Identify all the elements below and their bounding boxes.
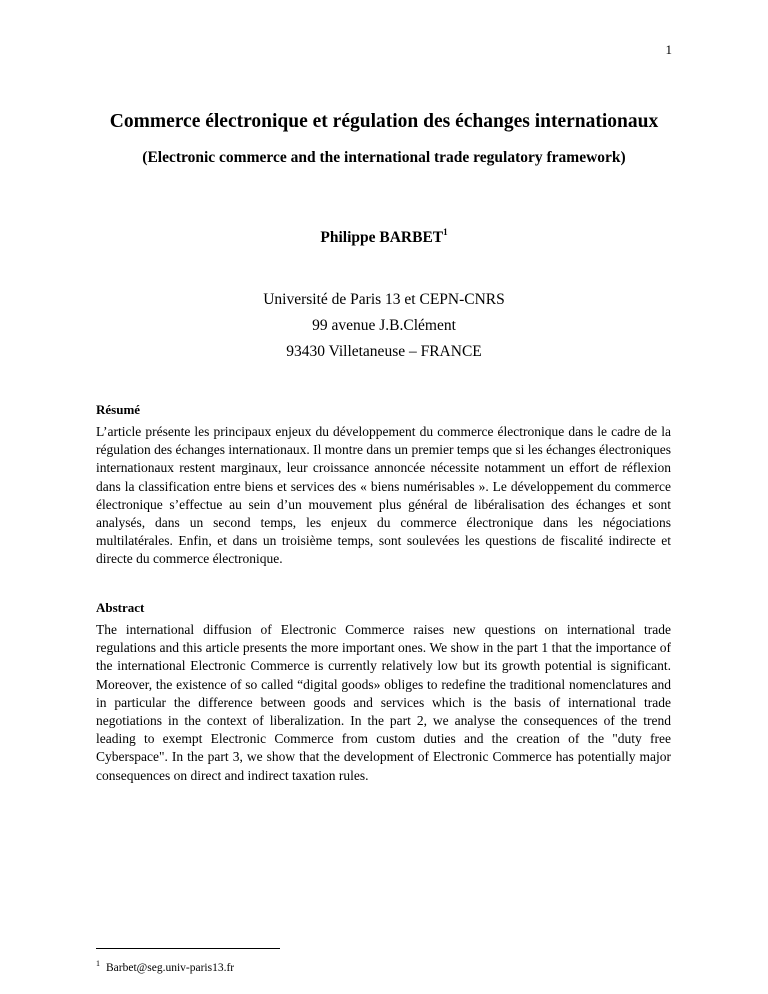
abstract-text: The international diffusion of Electronic Commerce raises new questions on international trade regulations and this article presents the more important ones. We show in the part 1 that the importance of the international Electronic Commerce is currently relatively low but its growth potential is significant. Moreover, the existence of so called “digital goods» obliges to redefine the traditional nomenclatures and in particular the difference between goods and services which is the basis of international trade negotiations in the context of liberalization. In the part 2, we analyse the consequences of the trend leading to exempt Electronic Commerce from custom duties and the creation of the "duty free Cyberspace". In the part 3, we show that the development of Electronic Commerce has potentially major consequences on direct and indirect taxation rules. (96, 622, 671, 783)
footnote (96, 959, 235, 974)
author (0, 229, 768, 247)
footnote-email: Barbet@seg.univ-paris13.fr (106, 962, 235, 974)
resume-heading: Résumé (96, 402, 141, 417)
paper-title: Commerce électronique et régulation des échanges internationaux (109, 111, 659, 132)
page-number: 1 (665, 42, 672, 57)
abstract-heading: Abstract (96, 600, 145, 615)
affiliation-institution: Université de Paris 13 et CEPN-CNRS (263, 291, 505, 308)
footnote-divider (96, 948, 280, 949)
affiliation-city: 93430 Villetaneuse – FRANCE (286, 343, 482, 360)
affiliation (0, 287, 768, 365)
affiliation-street: 99 avenue J.B.Clément (312, 317, 456, 334)
author-footnote-marker: 1 (443, 227, 448, 237)
paper-subtitle: (Electronic commerce and the international trade regulatory framework) (142, 149, 626, 166)
resume-text: L’article présente les principaux enjeux du développement du commerce électronique dans le cadre de la régulation des échanges internationaux. Il montre dans un premier temps que si les échanges électroniques internationaux restent marginaux, leur croissance annoncée nécessite notamment un effort de réflexion dans la classification entre biens et services des « biens numérisables ». Le développement du commerce électronique s’effectue au sein d’un mouvement plus général de libéralisation des échanges et sont analysés, dans un second temps, les enjeux du commerce électronique dans les négociations multilatérales. Enfin, et dans un troisième temps, sont soulevées les questions de fiscalité indirecte et directe du commerce électronique. (96, 424, 671, 567)
footnote-marker: 1 (96, 959, 100, 968)
author-name: Philippe BARBET (320, 229, 444, 246)
